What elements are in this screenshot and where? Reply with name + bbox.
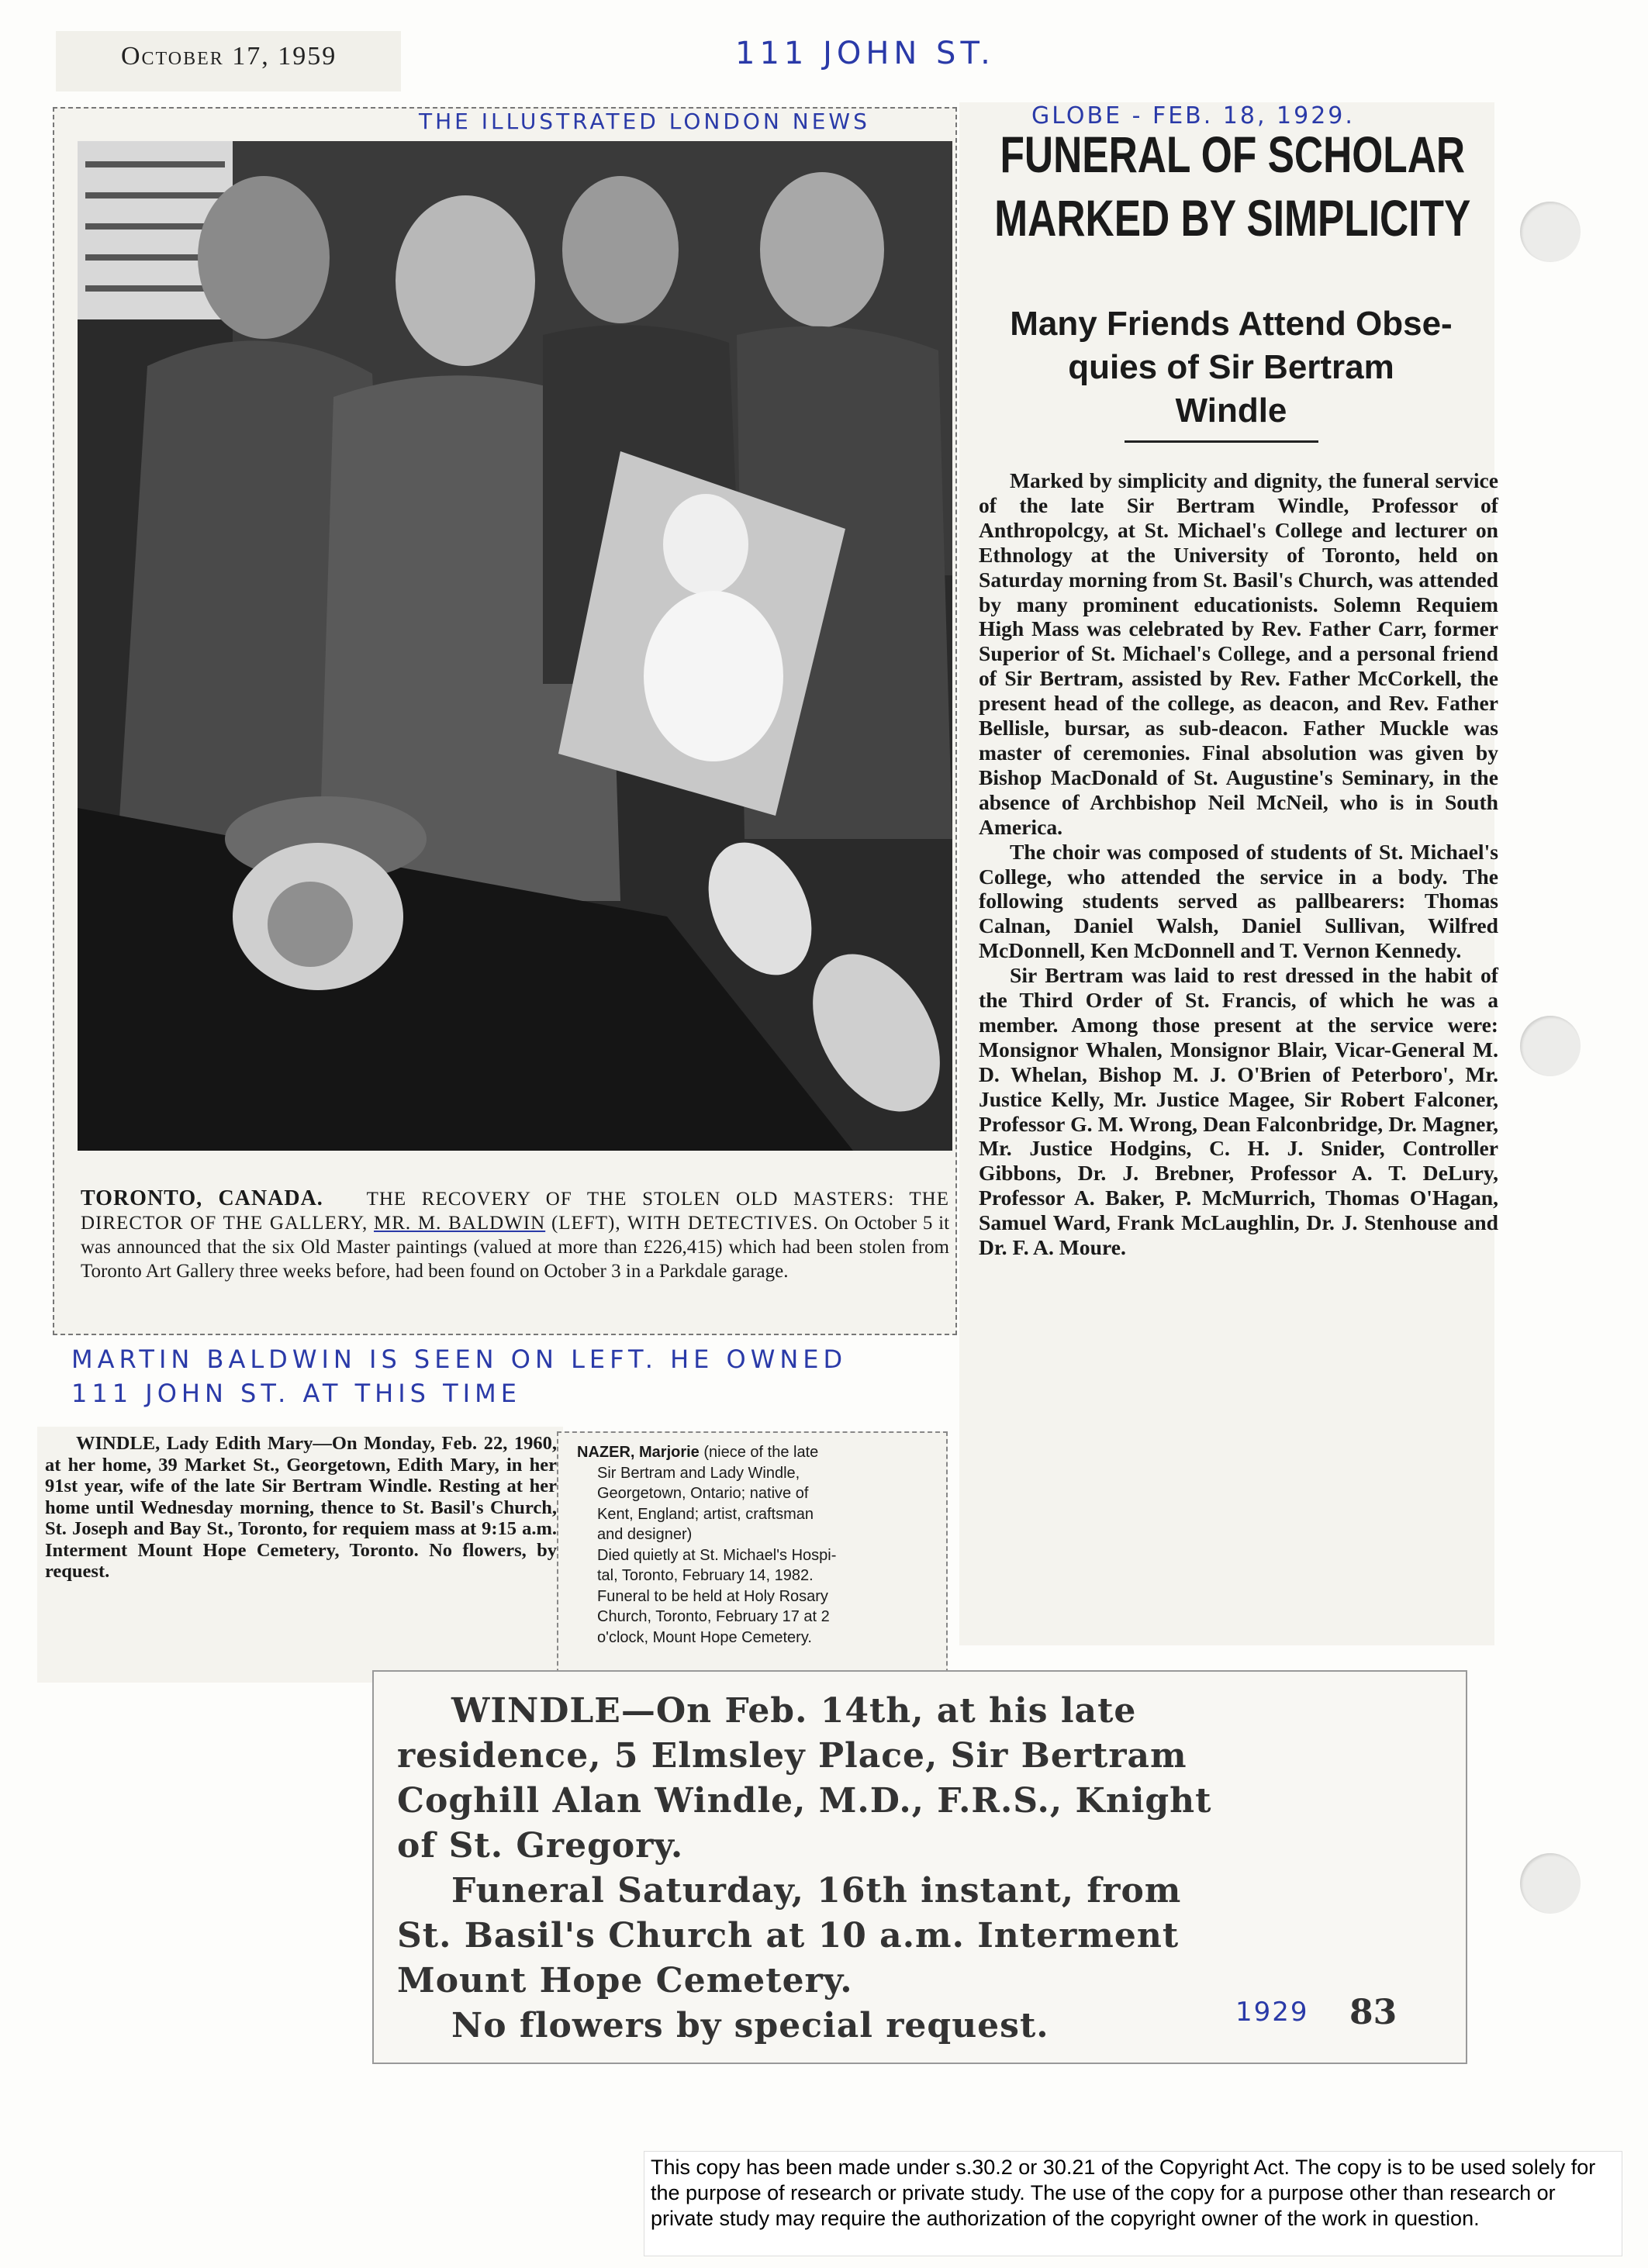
- subhead-line2: quies of Sir Bertram: [1068, 348, 1394, 386]
- bertram-line: WINDLE—On Feb. 14th, at his late: [451, 1691, 1137, 1731]
- bertram-line: residence, 5 Elmsley Place, Sir Bertram: [397, 1736, 1187, 1776]
- bertram-line: Mount Hope Cemetery.: [397, 1961, 853, 2000]
- bertram-line: No flowers by special request.: [451, 2006, 1049, 2045]
- article-subhead: [973, 302, 1489, 433]
- article-paragraph-2: The choir was composed of students of St. Michael's College, who attended the service in a body. The following students served as pallbearers: Thomas Calnan, Daniel Walsh, Daniel Sullivan, Wilfred McDonnell, Ken McDonnell and T. Vernon Kennedy.: [979, 839, 1498, 963]
- bertram-line: of St. Gregory.: [397, 1826, 684, 1866]
- edith-notice-name: WINDLE, Lady Edith Mary—: [76, 1433, 332, 1454]
- nazer-notice-line: Kent, England; artist, craftsman: [597, 1505, 814, 1523]
- nazer-notice-line: tal, Toronto, February 14, 1982.: [597, 1567, 814, 1584]
- bertram-line: St. Basil's Church at 10 a.m. Interment: [397, 1916, 1180, 1956]
- nazer-notice-line: Church, Toronto, February 17 at 2: [597, 1608, 830, 1625]
- handwritten-year: 1929: [1235, 1997, 1309, 2028]
- bertram-line: Coghill Alan Windle, M.D., F.R.S., Knight: [397, 1781, 1212, 1821]
- caption-body: On October 5 it was announced that the six Old Master paintings (valued at more than £226,415) which had been stolen from Toronto Art Gallery three weeks before, had been found on October 3 in a Parkdale garage.: [81, 1213, 950, 1282]
- news-photo-illustration: [78, 141, 952, 1151]
- subhead-line3: Windle: [1175, 392, 1287, 430]
- nazer-notice-line: Georgetown, Ontario; native of: [597, 1485, 809, 1502]
- article-headline: [969, 123, 1496, 250]
- handwritten-note-line1: MARTIN BALDWIN IS SEEN ON LEFT. HE OWNED: [71, 1345, 848, 1374]
- edith-notice-body: On Monday, Feb. 22, 1960, at her home, 39 Market St., Georgetown, Edith Mary, in her 91st year, wife of the late Sir Bertram Windle. Resting at her home until Wednesday morning, thence to St. Basil's Church, St. Joseph and Bay St., Toronto, for requiem mass at 9:15 a.m. Interment Mount Hope Cemetery, Toronto. No flowers, by request.: [45, 1433, 557, 1582]
- punch-hole: [1520, 1016, 1581, 1076]
- subhead-rule: [1125, 440, 1318, 443]
- caption-heading: THE RECOVERY OF THE STOLEN OLD MASTERS: THE DIRECTOR OF THE GALLERY,: [81, 1189, 949, 1234]
- article-body: [979, 468, 1498, 1260]
- nazer-notice-line: and designer): [597, 1526, 693, 1543]
- handwritten-address: 111 JOHN ST.: [735, 36, 995, 71]
- photo-caption: [81, 1186, 949, 1283]
- bertram-line: Funeral Saturday, 16th instant, from: [451, 1871, 1182, 1911]
- handwritten-source-iln: THE ILLUSTRATED LONDON NEWS: [419, 109, 870, 134]
- handwritten-note-line2: 111 JOHN ST. AT THIS TIME: [71, 1379, 521, 1408]
- caption-heading-end: (LEFT), WITH DETECTIVES.: [551, 1213, 819, 1234]
- edith-notice: [45, 1433, 557, 1583]
- nazer-notice: [577, 1442, 935, 1648]
- page-number: 83: [1349, 1993, 1398, 2032]
- bertram-notice: [397, 1689, 1452, 2049]
- article-paragraph-3: Sir Bertram was laid to rest dressed in the habit of the Third Order of St. Francis, of which he was a member. Among those present at the service were: Monsignor Whalen, Monsignor Blair, Vicar-General M. D. Whelan, Bishop M. J. O'Brien of Peterboro', Mr. Justice Kelly, Mr. Justice Magee, Sir Robert Falconer, Professor G. M. Wrong, Dean Falconbridge, Dr. Magner, Mr. Justice Hodgins, C. H. J. Snider, Controller Gibbons, Dr. J. Brebner, Professor A. T. DeLury, Professor A. Baker, P. McMurrich, Thomas O'Hagan, Samuel Ward, Frank McLaughlin, Dr. J. Stenhouse and Dr. F. A. Moure.: [979, 963, 1498, 1260]
- date-header: October 17, 1959: [121, 42, 337, 71]
- nazer-notice-line: Funeral to be held at Holy Rosary: [597, 1587, 828, 1605]
- copyright-notice: This copy has been made under s.30.2 or 30.21 of the Copyright Act. The copy is to be used solely for the purpose of research or private study. The use of the copy for a purpose other than research or private study may require the authorization of the copyright owner of the work in question.: [644, 2151, 1622, 2256]
- nazer-notice-line: Sir Bertram and Lady Windle,: [597, 1464, 800, 1482]
- nazer-notice-line: o'clock, Mount Hope Cemetery.: [597, 1628, 812, 1646]
- caption-name: MR. M. BALDWIN: [374, 1213, 546, 1234]
- subhead-line1: Many Friends Attend Obse-: [1010, 305, 1453, 343]
- headline-line1: FUNERAL OF SCHOLAR: [1000, 126, 1466, 183]
- news-photo: [78, 141, 952, 1151]
- punch-hole: [1520, 1853, 1581, 1914]
- nazer-notice-line1: (niece of the late: [703, 1444, 819, 1461]
- nazer-notice-name: NAZER, Marjorie: [577, 1444, 700, 1461]
- handwritten-source-globe: GLOBE - FEB. 18, 1929.: [1031, 102, 1355, 129]
- punch-hole: [1520, 202, 1581, 262]
- headline-line2: MARKED BY SIMPLICITY: [994, 189, 1471, 247]
- caption-lead: TORONTO, CANADA.: [81, 1186, 323, 1210]
- nazer-notice-line: Died quietly at St. Michael's Hospi-: [597, 1546, 837, 1564]
- article-paragraph-1: Marked by simplicity and dignity, the funeral service of the late Sir Bertram Windle, Professor of Anthropolcgy, at St. Michael's College and lecturer on Ethnology at the University of Toronto, held on Saturday morning from St. Basil's Church, was attended by many prominent educationists. Solemn Requiem High Mass was celebrated by Rev. Father Carr, former Superior of St. Michael's College, and a personal friend of Sir Bertram, assisted by Rev. Father McCorkell, the present head of the college, as deacon, and Rev. Father Bellisle, bursar, as sub-deacon. Father Muckle was master of ceremonies. Final absolution was given by Bishop MacDonald of St. Augustine's Seminary, in the absence of Archbishop Neil McNeil, who is in South America.: [979, 468, 1498, 839]
